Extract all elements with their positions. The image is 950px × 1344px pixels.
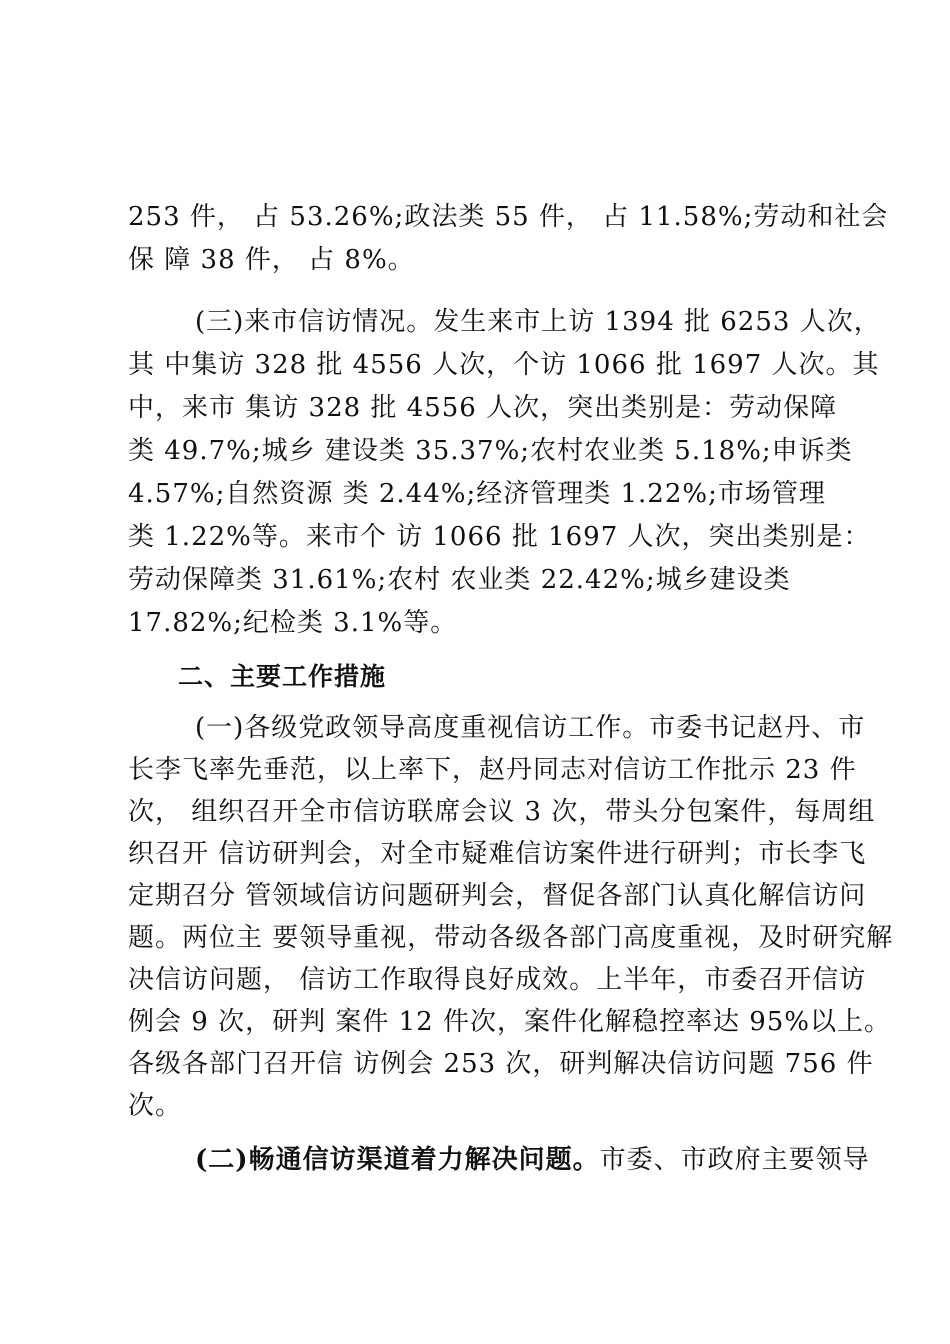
subsection-2-text: 市委、市政府主要领导 [599,1145,870,1175]
paragraph-line-16: 定期召分 管领域信访问题研判会，督促各部门认真化解信访问 [128,881,867,911]
paragraph-line-21: 次。 [128,1091,183,1121]
paragraph-line-2: 保 障 38 件， 占 8%。 [128,245,415,275]
section-3-line [195,305,881,339]
paragraph-line-20: 各级各部门召开信 访例会 253 次，研判解决信访问题 756 件 [128,1049,874,1079]
subsection-1-marker: (一) [195,713,245,743]
paragraph-line-1: 253 件， 占 53.26%;政法类 55 件， 占 11.58%;劳动和社会 [128,202,889,232]
paragraph-line-18: 决信访问题， 信访工作取得良好成效。上半年，市委召开信访 [128,965,867,995]
subsection-1-line [195,711,866,745]
paragraph-line-4: 其 中集访 328 批 4556 人次，个访 1066 批 1697 人次。其 [128,350,880,380]
section-heading-2: 二、主要工作措施 [178,662,387,691]
subsection-1-text: 各级党政领导高度重视信访工作。市委书记赵丹、市 [244,713,866,743]
paragraph-line-17: 题。两位主 要领导重视，带动各级各部门高度重视，及时研究解 [128,923,894,953]
section-3-text: 来市信访情况。发生来市上访 1394 批 6253 人次， [244,307,881,337]
paragraph-line-8: 类 1.22%等。来市个 访 1066 批 1697 人次，突出类别是： [128,522,871,552]
section-3-marker: (三) [195,307,245,337]
paragraph-line-5: 中，来市 集访 328 批 4556 人次，突出类别是：劳动保障 [128,393,838,423]
paragraph-line-15: 织召开 信访研判会，对全市疑难信访案件进行研判；市长李飞 [128,839,867,869]
paragraph-line-7: 4.57%;自然资源 类 2.44%;经济管理类 1.22%;市场管理 [128,479,826,509]
paragraph-line-6: 类 49.7%;城乡 建设类 35.37%;农村农业类 5.18%;申诉类 [128,436,853,466]
paragraph-line-14: 次， 组织召开全市信访联席会议 3 次，带头分包案件，每周组 [128,797,876,827]
paragraph-line-13: 长李飞率先垂范，以上率下，赵丹同志对信访工作批示 23 件 [128,755,857,785]
subsection-2-title: (二)畅通信访渠道着力解决问题。 [195,1145,600,1175]
paragraph-line-9: 劳动保障类 31.61%;农村 农业类 22.42%;城乡建设类 [128,565,791,595]
paragraph-line-19: 例会 9 次，研判 案件 12 件次，案件化解稳控率达 95%以上。 [128,1007,892,1037]
subsection-2-line [195,1143,870,1177]
paragraph-line-10: 17.82%;纪检类 3.1%等。 [128,608,458,638]
